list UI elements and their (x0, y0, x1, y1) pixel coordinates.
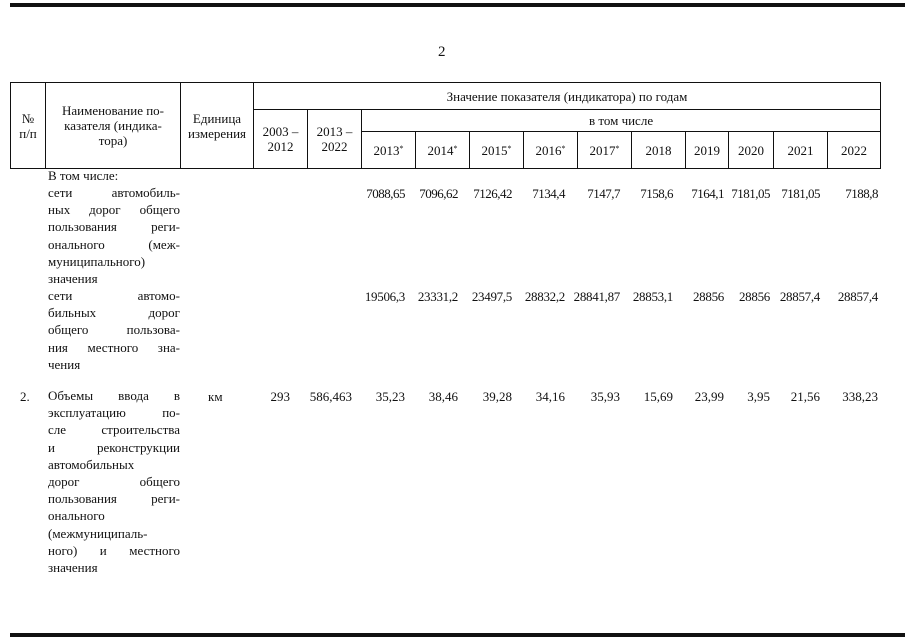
value-2021: 21,56 (790, 389, 820, 404)
value-2013: 7088,65 (366, 186, 405, 201)
value-2013: 19506,3 (364, 289, 405, 304)
value-2020: 7181,05 (731, 186, 770, 201)
header-unit-label: Единица измерения (187, 110, 247, 141)
header-period-2003-2012: 2003 – 2012 (254, 110, 308, 169)
indicator-name-line: автомобильных (48, 456, 135, 472)
value-2016: 28832,2 (524, 289, 565, 304)
indicator-name (48, 387, 180, 576)
value-2013: 35,23 (375, 389, 405, 404)
value-2003-2012: 293 (270, 389, 290, 404)
value-2013-2022: 586,463 (309, 389, 352, 404)
indicator-name-line: онального (меж- (48, 236, 180, 252)
header-num-label: № п/п (19, 110, 37, 141)
header-year-2015: 2015* (470, 132, 524, 169)
indicator-name-line: пользования реги- (48, 491, 180, 507)
indicator-name-line: дорог общего (48, 474, 180, 490)
indicator-name-line: ных дорог общего (48, 202, 180, 218)
value-2020: 28856 (738, 289, 770, 304)
value-2019: 23,99 (694, 389, 724, 404)
section-intro: В том числе: (48, 168, 119, 183)
value-2015: 39,28 (482, 389, 512, 404)
value-2018: 28853,1 (632, 289, 673, 304)
header-year-2013: 2013* (362, 132, 416, 169)
header-year-2016: 2016* (524, 132, 578, 169)
value-2015: 7126,42 (473, 186, 512, 201)
footnote-asterisk: * (615, 143, 620, 153)
header-name-cell (46, 83, 181, 169)
value-2019: 28856 (692, 289, 724, 304)
bottom-border-rule (10, 633, 905, 637)
top-border-rule (10, 3, 905, 7)
page-number: 2 (438, 44, 446, 60)
indicator-name-line: муниципального) (48, 253, 146, 269)
value-2022: 7188,8 (845, 186, 878, 201)
value-2018: 7158,6 (640, 186, 673, 201)
value-2016: 7134,4 (532, 186, 565, 201)
indicator-name-line: онального (48, 508, 105, 524)
header-including: в том числе (362, 110, 881, 132)
row-number: 2. (20, 389, 30, 404)
value-2016: 34,16 (535, 389, 565, 404)
value-2017: 35,93 (590, 389, 620, 404)
header-name-label: Наименование по- казателя (индика- тора) (61, 103, 165, 148)
value-2014: 23331,2 (417, 289, 458, 304)
indicator-name-line: чения (48, 356, 81, 372)
value-2017: 7147,7 (587, 186, 620, 201)
header-year-2019: 2019 (686, 132, 729, 169)
footnote-asterisk: * (561, 143, 566, 153)
header-year-2022: 2022 (828, 132, 881, 169)
header-year-2017: 2017* (578, 132, 632, 169)
header-value-group: Значение показателя (индикатора) по годам (254, 83, 881, 110)
value-2018: 15,69 (643, 389, 673, 404)
indicator-name-line: эксплуатацию по- (48, 405, 180, 421)
indicator-name-line: сети автомобиль- (48, 185, 180, 200)
indicator-name-line: значения (48, 560, 98, 576)
value-2014: 38,46 (428, 389, 458, 404)
header-year-2020: 2020 (729, 132, 774, 169)
value-2021: 7181,05 (781, 186, 820, 201)
indicator-name-line: (межмуниципаль- (48, 525, 148, 541)
indicator-name-line: ного) и местного (48, 542, 180, 558)
indicator-name-line: Объемы ввода в (48, 388, 180, 403)
indicator-name-line: сле строительства (48, 422, 180, 438)
footnote-asterisk: * (453, 143, 458, 153)
table-header (10, 82, 881, 169)
indicator-name-line: и реконструкции (48, 439, 180, 455)
header-year-2021: 2021 (774, 132, 828, 169)
value-2020: 3,95 (747, 389, 770, 404)
value-2019: 7164,1 (691, 186, 724, 201)
row-unit: км (208, 389, 223, 404)
value-2015: 23497,5 (471, 289, 512, 304)
footnote-asterisk: * (399, 143, 404, 153)
value-2014: 7096,62 (419, 186, 458, 201)
header-period-2013-2022: 2013 – 2022 (308, 110, 362, 169)
indicator-name (48, 184, 180, 287)
value-2022: 28857,4 (837, 289, 878, 304)
indicator-name-line: значения (48, 271, 98, 287)
header-year-2014: 2014* (416, 132, 470, 169)
indicator-name (48, 287, 180, 373)
indicator-name-line: общего пользова- (48, 322, 180, 338)
value-2017: 28841,87 (573, 289, 620, 304)
indicator-name-line: ния местного зна- (48, 339, 180, 355)
header-num-cell (11, 83, 46, 169)
indicator-name-line: пользования реги- (48, 219, 180, 235)
header-year-2018: 2018 (632, 132, 686, 169)
value-2022: 338,23 (842, 389, 878, 404)
value-2021: 28857,4 (779, 289, 820, 304)
indicator-name-line: бильных дорог (48, 305, 180, 321)
footnote-asterisk: * (507, 143, 512, 153)
indicator-name-line: сети автомо- (48, 288, 180, 303)
header-unit-cell (181, 83, 254, 169)
